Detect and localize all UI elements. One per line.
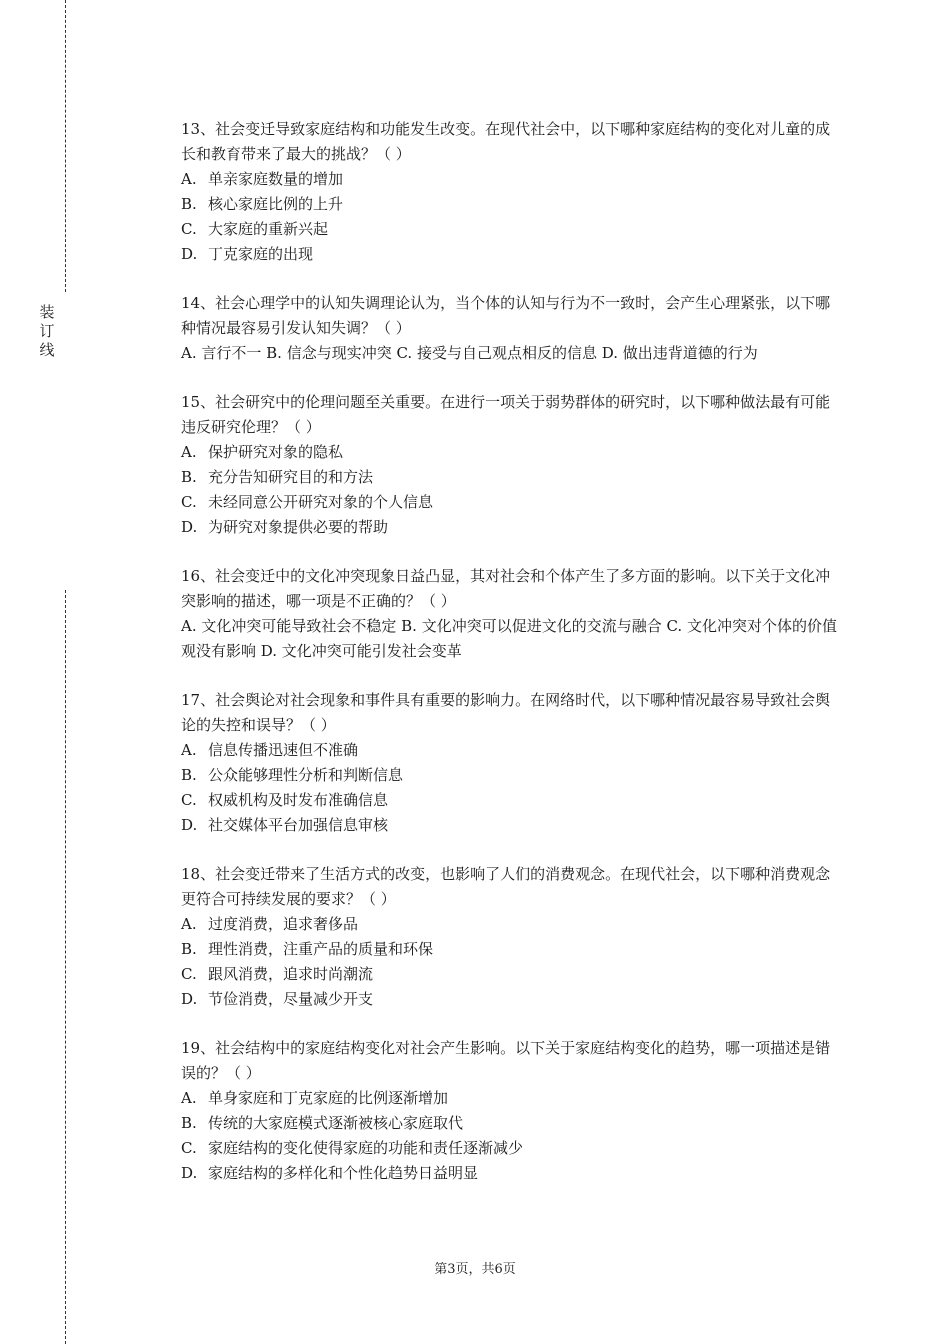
- question-stem: 13、社会变迁导致家庭结构和功能发生改变。在现代社会中，以下哪种家庭结构的变化对儿童的成长和教育带来了最大的挑战？（ ）: [181, 120, 831, 163]
- option-letter: C.: [181, 965, 197, 983]
- option-b: [181, 192, 841, 217]
- option-a: [181, 440, 841, 465]
- option-text: 单身家庭和丁克家庭的比例逐渐增加: [208, 1089, 449, 1107]
- option-letter: A.: [181, 170, 197, 188]
- option-letter: B.: [181, 940, 197, 958]
- options-inline: A. 文化冲突可能导致社会不稳定 B. 文化冲突可以促进文化的交流与融合 C. 文化冲突对个体的价值观没有影响 D. 文化冲突可能引发社会变革: [181, 617, 837, 660]
- option-d: [181, 1161, 841, 1186]
- option-letter: D.: [181, 990, 198, 1008]
- binding-label-char: 订: [39, 322, 55, 340]
- option-text: 理性消费，注重产品的质量和环保: [208, 940, 434, 958]
- question-stem: 16、社会变迁中的文化冲突现象日益凸显，其对社会和个体产生了多方面的影响。以下关于文化冲突影响的描述，哪一项是不正确的？（ ）: [181, 567, 831, 610]
- option-text: 信息传播迅速但不准确: [208, 741, 359, 759]
- binding-label-char: 装: [39, 303, 55, 321]
- binding-dashed-line-bottom: [65, 590, 66, 1344]
- option-b: [181, 763, 841, 788]
- option-c: [181, 788, 841, 813]
- option-text: 节俭消费，尽量减少开支: [208, 990, 374, 1008]
- option-text: 丁克家庭的出现: [208, 245, 314, 263]
- question-17: [181, 688, 841, 838]
- option-text: 单亲家庭数量的增加: [208, 170, 344, 188]
- option-text: 未经同意公开研究对象的个人信息: [208, 493, 434, 511]
- option-text: 传统的大家庭模式逐渐被核心家庭取代: [208, 1114, 464, 1132]
- option-text: 充分告知研究目的和方法: [208, 468, 374, 486]
- question-list: [181, 117, 841, 1210]
- page-number: 第3页，共6页: [434, 1262, 516, 1277]
- option-text: 家庭结构的变化使得家庭的功能和责任逐渐减少: [208, 1139, 524, 1157]
- binding-dashed-line-top: [65, 0, 66, 292]
- option-c: [181, 217, 841, 242]
- option-letter: D.: [181, 518, 198, 536]
- question-14: [181, 291, 841, 366]
- option-text: 过度消费，追求奢侈品: [208, 915, 359, 933]
- option-b: [181, 465, 841, 490]
- question-19: [181, 1036, 841, 1186]
- question-15: [181, 390, 841, 540]
- option-letter: B.: [181, 1114, 197, 1132]
- option-letter: A.: [181, 1089, 197, 1107]
- option-text: 为研究对象提供必要的帮助: [208, 518, 389, 536]
- option-text: 核心家庭比例的上升: [208, 195, 344, 213]
- option-text: 大家庭的重新兴起: [208, 220, 329, 238]
- option-letter: C.: [181, 220, 197, 238]
- question-stem: 14、社会心理学中的认知失调理论认为，当个体的认知与行为不一致时，会产生心理紧张，以下哪种情况最容易引发认知失调？（ ）: [181, 294, 831, 337]
- binding-label: [38, 303, 56, 360]
- option-text: 跟风消费，追求时尚潮流: [208, 965, 374, 983]
- option-d: [181, 987, 841, 1012]
- question-stem: 18、社会变迁带来了生活方式的改变，也影响了人们的消费观念。在现代社会，以下哪种消费观念更符合可持续发展的要求？（ ）: [181, 865, 831, 908]
- option-letter: B.: [181, 468, 197, 486]
- option-a: [181, 1086, 841, 1111]
- option-d: [181, 813, 841, 838]
- question-18: [181, 862, 841, 1012]
- option-text: 公众能够理性分析和判断信息: [208, 766, 404, 784]
- option-b: [181, 1111, 841, 1136]
- option-letter: B.: [181, 195, 197, 213]
- option-b: [181, 937, 841, 962]
- option-text: 权威机构及时发布准确信息: [208, 791, 389, 809]
- question-stem: 19、社会结构中的家庭结构变化对社会产生影响。以下关于家庭结构变化的趋势，哪一项描述是错误的？（ ）: [181, 1039, 831, 1082]
- option-a: [181, 912, 841, 937]
- options-inline: A. 言行不一 B. 信念与现实冲突 C. 接受与自己观点相反的信息 D. 做出违背道德的行为: [181, 344, 758, 362]
- option-c: [181, 1136, 841, 1161]
- option-letter: C.: [181, 791, 197, 809]
- option-a: [181, 167, 841, 192]
- option-text: 保护研究对象的隐私: [208, 443, 344, 461]
- option-a: [181, 738, 841, 763]
- option-letter: C.: [181, 493, 197, 511]
- question-16: [181, 564, 841, 664]
- option-letter: A.: [181, 741, 197, 759]
- option-letter: A.: [181, 915, 197, 933]
- question-13: [181, 117, 841, 267]
- option-c: [181, 962, 841, 987]
- option-letter: D.: [181, 816, 198, 834]
- option-letter: D.: [181, 245, 198, 263]
- option-d: [181, 242, 841, 267]
- question-stem: 17、社会舆论对社会现象和事件具有重要的影响力。在网络时代，以下哪种情况最容易导致社会舆论的失控和误导？（ ）: [181, 691, 831, 734]
- page-footer: [0, 1258, 950, 1277]
- option-d: [181, 515, 841, 540]
- option-letter: D.: [181, 1164, 198, 1182]
- option-text: 社交媒体平台加强信息审核: [208, 816, 389, 834]
- option-c: [181, 490, 841, 515]
- option-letter: C.: [181, 1139, 197, 1157]
- option-text: 家庭结构的多样化和个性化趋势日益明显: [208, 1164, 479, 1182]
- option-letter: A.: [181, 443, 197, 461]
- question-stem: 15、社会研究中的伦理问题至关重要。在进行一项关于弱势群体的研究时，以下哪种做法最有可能违反研究伦理？（ ）: [181, 393, 831, 436]
- binding-label-char: 线: [39, 341, 55, 359]
- option-letter: B.: [181, 766, 197, 784]
